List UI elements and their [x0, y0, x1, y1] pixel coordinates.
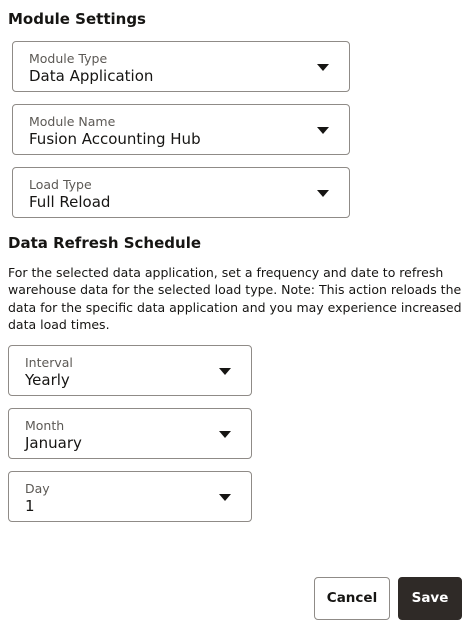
day-label: Day — [25, 481, 50, 496]
module-name-label: Module Name — [29, 114, 116, 129]
module-name-select[interactable] — [12, 104, 350, 155]
caret-down-icon — [219, 368, 231, 375]
day-value: 1 — [25, 497, 35, 515]
cancel-button[interactable]: Cancel — [314, 577, 390, 620]
caret-down-icon — [219, 494, 231, 501]
caret-down-icon — [317, 64, 329, 71]
caret-down-icon — [219, 431, 231, 438]
caret-down-icon — [317, 190, 329, 197]
month-select[interactable] — [8, 408, 252, 459]
load-type-label: Load Type — [29, 177, 92, 192]
interval-label: Interval — [25, 355, 73, 370]
save-button[interactable]: Save — [398, 577, 462, 620]
load-type-value: Full Reload — [29, 193, 111, 211]
load-type-select[interactable] — [12, 167, 350, 218]
interval-value: Yearly — [25, 371, 70, 389]
module-type-select[interactable] — [12, 41, 350, 92]
data-refresh-schedule-heading: Data Refresh Schedule — [8, 234, 202, 252]
month-label: Month — [25, 418, 65, 433]
schedule-description: For the selected data application, set a frequency and date to refresh warehouse data for the selected load type. Note: This action reloads the data for the specific data application and you may experience increased data load times. — [8, 265, 462, 332]
caret-down-icon — [317, 127, 329, 134]
day-select[interactable] — [8, 471, 252, 522]
module-type-label: Module Type — [29, 51, 108, 66]
month-value: January — [25, 434, 82, 452]
module-name-value: Fusion Accounting Hub — [29, 130, 201, 148]
module-type-value: Data Application — [29, 67, 154, 85]
module-settings-heading: Module Settings — [8, 10, 146, 28]
interval-select[interactable] — [8, 345, 252, 396]
